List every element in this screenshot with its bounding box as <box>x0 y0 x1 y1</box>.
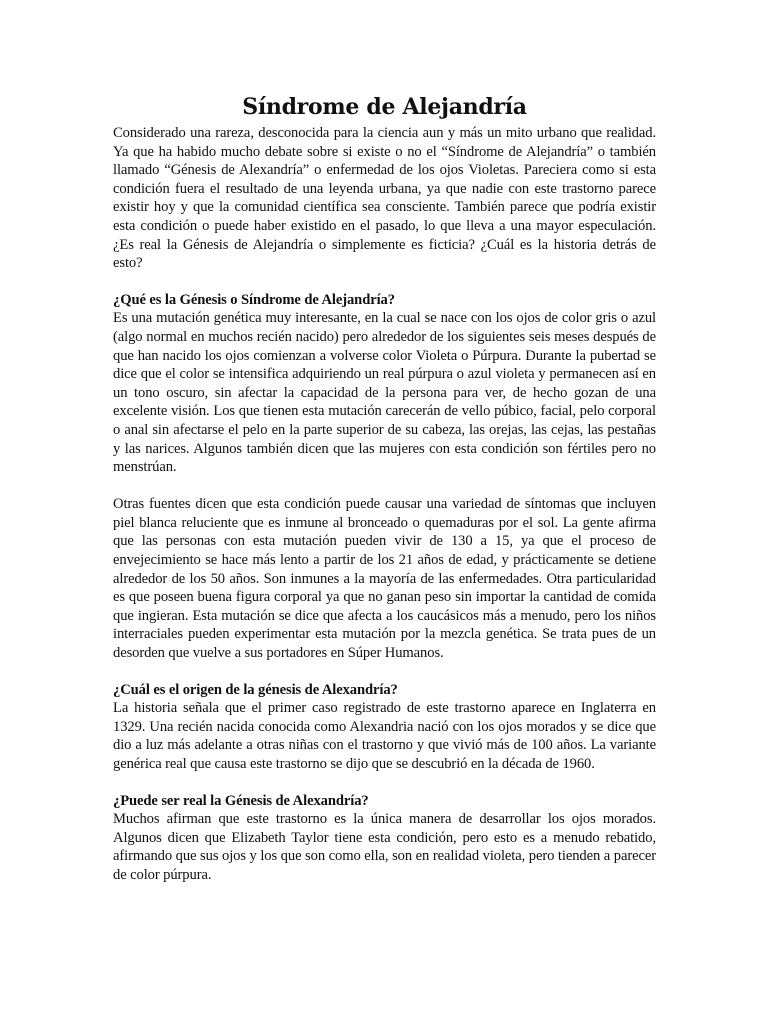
section-heading: ¿Cuál es el origen de la génesis de Alexandría? <box>113 681 398 698</box>
section-paragraph: Es una mutación genética muy interesante, en la cual se nace con los ojos de color gris o azul (algo normal en muchos recién nacido) pero alrededor de los siguientes seis meses después de que han nacido los ojos comienzan a volverse color Violeta o Púrpura. Durante la pubertad se dice que el color se intensifica adquiriendo un real púrpura o azul violeta y permanecen así en un tono oscuro, sin afectar la capacidad de la persona para ver, de hecho gozan de una excelente visión. Los que tienen esta mutación carecerán de vello púbico, facial, pelo corporal o anal sin afectarse el pelo en la parte superior de su cabeza, las orejas, las cejas, las pestañas y las narices. Algunos también dicen que las mujeres con esta condición son fértiles pero no menstrúan. <box>113 310 656 476</box>
section-heading: ¿Puede ser real la Génesis de Alexandría? <box>113 792 369 809</box>
document-title: Síndrome de Alejandría <box>242 94 527 120</box>
intro-paragraph: Considerado una rareza, desconocida para la ciencia aun y más un mito urbano que realidad. Ya que ha habido mucho debate sobre si existe o no el “Síndrome de Alejandría” o también llamado “Génesis de Alexandría” o enfermedad de los ojos Violetas. Pareciera como si esta condición fuera el resultado de una leyenda urbana, ya que nadie con este trastorno parece existir hoy y que la comunidad científica sea consciente. También parece que podría existir esta condición o puede haber existido en el pasado, lo que lleva a una mayor especulación. ¿Es real la Génesis de Alejandría o simplemente es ficticia? ¿Cuál es la historia detrás de esto? <box>113 125 656 272</box>
section-heading: ¿Qué es la Génesis o Síndrome de Alejandría? <box>113 291 395 308</box>
section-origen <box>113 681 656 774</box>
section-puede-ser-real <box>113 792 656 885</box>
section-paragraph: Muchos afirman que este trastorno es la única manera de desarrollar los ojos morados. Algunos dicen que Elizabeth Taylor tiene esta condición, pero esto es a menudo rebatido, afirmando que sus ojos y los que son como ella, son en realidad violeta, pero tienden a parecer de color púrpura. <box>113 811 656 883</box>
document-page <box>113 92 656 885</box>
section-paragraph: La historia señala que el primer caso registrado de este trastorno aparece en Inglaterra en 1329. Una recién nacida conocida como Alexandria nació con los ojos morados y se dice que dio a luz más adelante a otras niñas con el trastorno y que vivió más de 100 años. La variante genérica real que causa este trastorno se dijo que se descubrió en la década de 1960. <box>113 700 656 772</box>
section-que-es <box>113 291 656 663</box>
section-paragraph: Otras fuentes dicen que esta condición puede causar una variedad de síntomas que incluyen piel blanca reluciente que es inmune al bronceado o quemaduras por el sol. La gente afirma que las personas con esta mutación pueden vivir de 130 a 15, ya que el proceso de envejecimiento se hace más lento a partir de los 21 años de edad, y prácticamente se detiene alrededor de los 50 años. Son inmunes a la mayoría de las enfermedades. Otra particularidad es que poseen buena figura corporal ya que no ganan peso sin importar la cantidad de comida que ingieran. Esta mutación se dice que afecta a los caucásicos más a menudo, pero los niños interraciales pueden experimentar esta mutación por la mezcla genética. Se trata pues de un desorden que vuelve a sus portadores en Súper Humanos. <box>113 496 656 662</box>
